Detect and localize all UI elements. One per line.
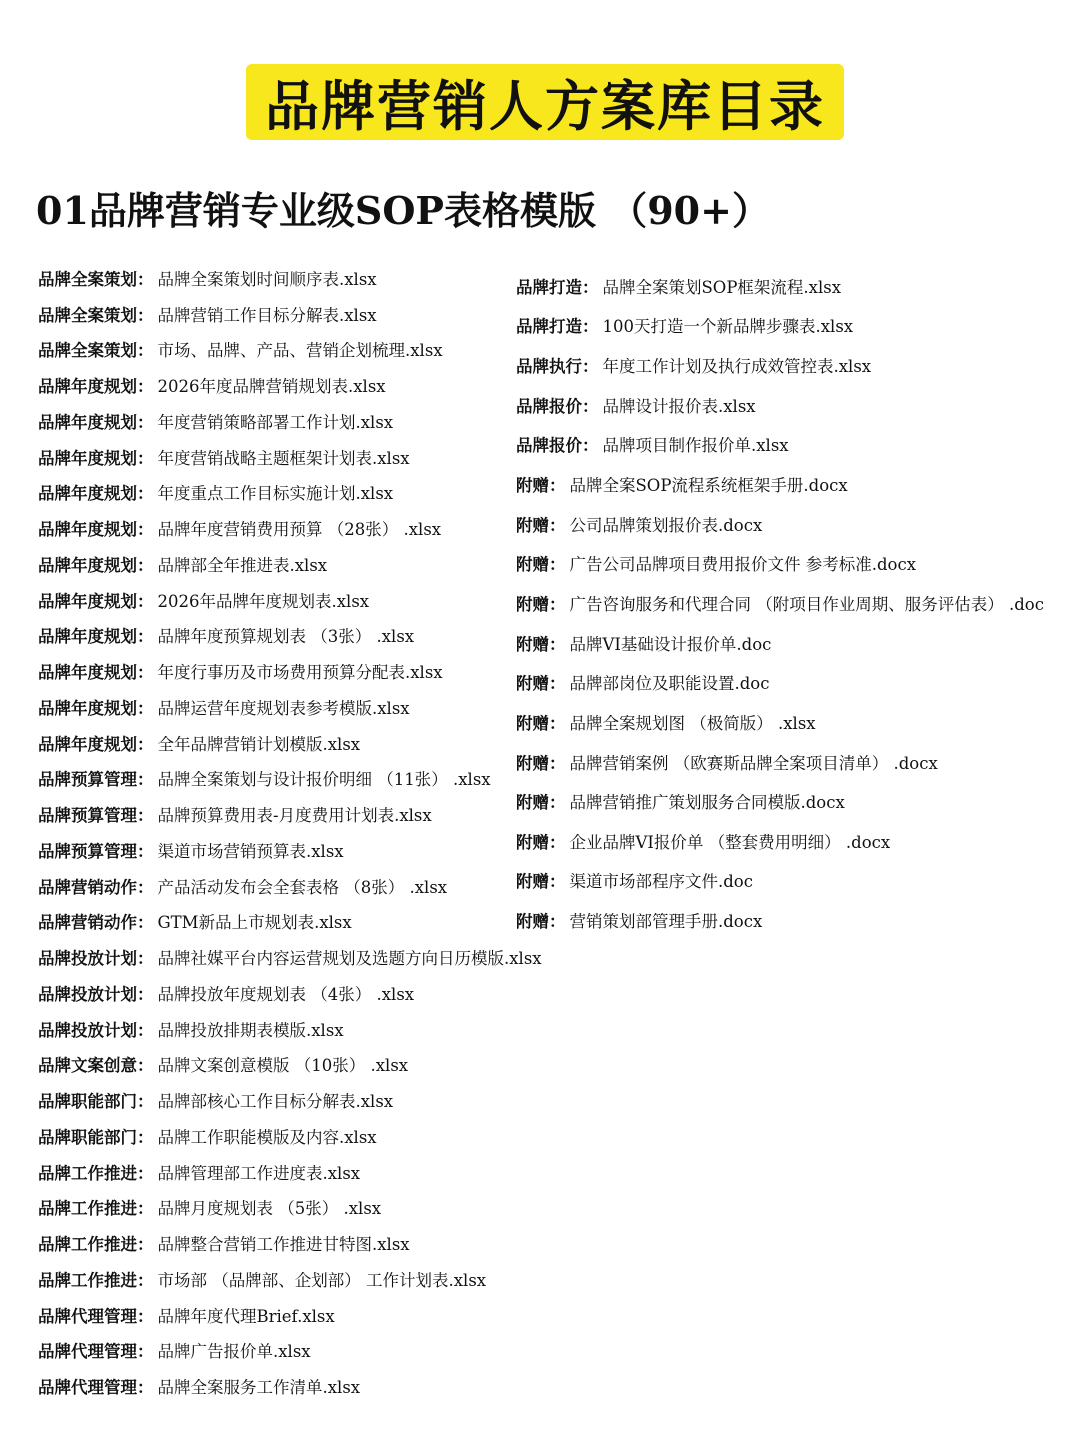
- item-separator: ：: [582, 317, 599, 337]
- item-separator: ：: [137, 341, 154, 361]
- item-category: 品牌年度规划: [38, 555, 137, 575]
- item-separator: ：: [549, 634, 566, 654]
- list-item: [38, 761, 538, 797]
- item-filename: 年度营销战略主题框架计划表.xlsx: [157, 448, 410, 468]
- item-category: 品牌预算管理: [38, 770, 137, 790]
- item-filename: 市场、品牌、产品、营销企划梳理.xlsx: [157, 341, 443, 361]
- item-filename: 品牌投放年度规划表 （4张） .xlsx: [157, 984, 415, 1004]
- item-separator: ：: [137, 1378, 154, 1398]
- item-category: 品牌执行: [516, 357, 582, 377]
- item-filename: 品牌营销推广策划服务合同模版.docx: [569, 793, 845, 813]
- list-item: [38, 546, 538, 582]
- item-separator: ：: [582, 357, 599, 377]
- item-category: 品牌年度规划: [38, 377, 137, 397]
- item-filename: 品牌管理部工作进度表.xlsx: [157, 1163, 361, 1183]
- list-item: [38, 332, 538, 368]
- list-item: [38, 296, 538, 332]
- item-separator: ：: [137, 520, 154, 540]
- item-filename: 2026年品牌年度规划表.xlsx: [157, 591, 370, 611]
- item-category: 附赠: [516, 793, 549, 813]
- list-item: [516, 504, 1066, 544]
- list-item: [38, 1333, 538, 1369]
- item-category: 品牌预算管理: [38, 806, 137, 826]
- item-separator: ：: [137, 663, 154, 683]
- list-item: [516, 464, 1066, 504]
- right-file-list: [516, 266, 1066, 940]
- item-category: 品牌全案策划: [38, 269, 137, 289]
- list-item: [38, 510, 538, 546]
- item-filename: GTM新品上市规划表.xlsx: [157, 913, 352, 933]
- item-filename: 品牌广告报价单.xlsx: [157, 1342, 311, 1362]
- list-item: [516, 742, 1066, 782]
- item-filename: 品牌预算费用表-月度费用计划表.xlsx: [157, 806, 432, 826]
- item-filename: 品牌工作职能模版及内容.xlsx: [157, 1127, 377, 1147]
- item-filename: 品牌年度代理Brief.xlsx: [157, 1306, 335, 1326]
- list-item: [38, 367, 538, 403]
- item-separator: ：: [137, 591, 154, 611]
- item-separator: ：: [549, 594, 566, 614]
- item-category: 品牌投放计划: [38, 984, 137, 1004]
- item-category: 品牌年度规划: [38, 448, 137, 468]
- item-filename: 渠道市场营销预算表.xlsx: [157, 841, 344, 861]
- item-category: 附赠: [516, 476, 549, 496]
- item-category: 附赠: [516, 555, 549, 575]
- list-item: [38, 1368, 538, 1404]
- list-item: [38, 975, 538, 1011]
- item-filename: 营销策划部管理手册.docx: [569, 912, 763, 932]
- list-item: [38, 1297, 538, 1333]
- item-separator: ：: [549, 832, 566, 852]
- list-item: [516, 781, 1066, 821]
- list-item: [516, 702, 1066, 742]
- item-separator: ：: [137, 1235, 154, 1255]
- list-item: [38, 689, 538, 725]
- item-separator: ：: [137, 1092, 154, 1112]
- item-separator: ：: [137, 949, 154, 969]
- item-category: 品牌年度规划: [38, 627, 137, 647]
- item-category: 附赠: [516, 674, 549, 694]
- list-item: [38, 1118, 538, 1154]
- item-separator: ：: [549, 476, 566, 496]
- item-separator: ：: [137, 984, 154, 1004]
- item-separator: ：: [549, 515, 566, 535]
- left-file-list: [38, 260, 542, 1404]
- item-separator: ：: [549, 872, 566, 892]
- item-category: 品牌工作推进: [38, 1270, 137, 1290]
- list-item: [38, 832, 538, 868]
- item-category: 品牌工作推进: [38, 1235, 137, 1255]
- list-item: [38, 796, 538, 832]
- list-item: [38, 904, 538, 940]
- page-title: 品牌营销人方案库目录: [265, 74, 825, 138]
- item-category: 品牌职能部门: [38, 1127, 137, 1147]
- list-item: [38, 403, 538, 439]
- list-item: [38, 1047, 538, 1083]
- item-separator: ：: [137, 305, 154, 325]
- item-category: 品牌工作推进: [38, 1199, 137, 1219]
- item-separator: ：: [137, 1270, 154, 1290]
- item-filename: 品牌全案SOP流程系统框架手册.docx: [569, 476, 848, 496]
- item-separator: ：: [137, 555, 154, 575]
- title-banner: [246, 64, 844, 140]
- list-item: [38, 1190, 538, 1226]
- item-filename: 品牌项目制作报价单.xlsx: [602, 436, 789, 456]
- item-filename: 品牌全案策划SOP框架流程.xlsx: [602, 277, 842, 297]
- list-item: [516, 306, 1066, 346]
- item-category: 品牌营销动作: [38, 913, 137, 933]
- item-filename: 年度重点工作目标实施计划.xlsx: [157, 484, 394, 504]
- item-category: 品牌打造: [516, 277, 582, 297]
- item-separator: ：: [137, 913, 154, 933]
- item-category: 品牌职能部门: [38, 1092, 137, 1112]
- item-separator: ：: [549, 555, 566, 575]
- item-separator: ：: [137, 448, 154, 468]
- item-category: 品牌投放计划: [38, 949, 137, 969]
- item-filename: 年度行事历及市场费用预算分配表.xlsx: [157, 663, 443, 683]
- item-filename: 公司品牌策划报价表.docx: [569, 515, 763, 535]
- item-separator: ：: [137, 1306, 154, 1326]
- item-category: 品牌年度规划: [38, 734, 137, 754]
- item-filename: 品牌月度规划表 （5张） .xlsx: [157, 1199, 382, 1219]
- list-item: [516, 425, 1066, 465]
- item-filename: 产品活动发布会全套表格 （8张） .xlsx: [157, 877, 448, 897]
- item-category: 品牌营销动作: [38, 877, 137, 897]
- list-item: [516, 900, 1066, 940]
- item-category: 品牌打造: [516, 317, 582, 337]
- item-separator: ：: [582, 277, 599, 297]
- item-filename: 品牌整合营销工作推进甘特图.xlsx: [157, 1235, 410, 1255]
- list-item: [516, 861, 1066, 901]
- item-separator: ：: [549, 912, 566, 932]
- item-separator: ：: [137, 806, 154, 826]
- item-filename: 渠道市场部程序文件.doc: [569, 872, 753, 892]
- item-category: 附赠: [516, 713, 549, 733]
- list-item: [38, 582, 538, 618]
- list-item: [516, 623, 1066, 663]
- item-filename: 品牌全案规划图 （极简版） .xlsx: [569, 713, 816, 733]
- item-category: 品牌年度规划: [38, 663, 137, 683]
- item-filename: 品牌年度营销费用预算 （28张） .xlsx: [157, 520, 442, 540]
- item-filename: 100天打造一个新品牌步骤表.xlsx: [602, 317, 854, 337]
- item-separator: ：: [137, 734, 154, 754]
- list-item: [38, 1225, 538, 1261]
- item-separator: ：: [137, 1342, 154, 1362]
- item-category: 品牌代理管理: [38, 1342, 137, 1362]
- list-item: [516, 266, 1066, 306]
- item-filename: 品牌年度预算规划表 （3张） .xlsx: [157, 627, 415, 647]
- item-category: 品牌代理管理: [38, 1306, 137, 1326]
- item-separator: ：: [137, 269, 154, 289]
- item-category: 品牌文案创意: [38, 1056, 137, 1076]
- item-separator: ：: [137, 698, 154, 718]
- list-item: [516, 385, 1066, 425]
- list-item: [516, 543, 1066, 583]
- item-filename: 年度工作计划及执行成效管控表.xlsx: [602, 357, 872, 377]
- item-category: 附赠: [516, 634, 549, 654]
- list-item: [38, 439, 538, 475]
- item-category: 品牌报价: [516, 436, 582, 456]
- item-separator: ：: [137, 1199, 154, 1219]
- item-filename: 品牌运营年度规划表参考模版.xlsx: [157, 698, 410, 718]
- item-category: 品牌年度规划: [38, 520, 137, 540]
- item-separator: ：: [137, 627, 154, 647]
- item-category: 品牌代理管理: [38, 1378, 137, 1398]
- item-filename: 品牌全案策划与设计报价明细 （11张） .xlsx: [157, 770, 491, 790]
- item-separator: ：: [137, 377, 154, 397]
- item-separator: ：: [137, 877, 154, 897]
- item-filename: 品牌设计报价表.xlsx: [602, 396, 756, 416]
- item-category: 品牌年度规划: [38, 698, 137, 718]
- item-separator: ：: [137, 412, 154, 432]
- list-item: [38, 725, 538, 761]
- list-item: [38, 1261, 538, 1297]
- list-item: [516, 583, 1066, 623]
- item-filename: 品牌社媒平台内容运营规划及选题方向日历模版.xlsx: [157, 949, 542, 969]
- item-category: 品牌预算管理: [38, 841, 137, 861]
- item-filename: 市场部 （品牌部、企划部） 工作计划表.xlsx: [157, 1270, 487, 1290]
- item-category: 品牌年度规划: [38, 484, 137, 504]
- item-category: 附赠: [516, 832, 549, 852]
- list-item: [38, 868, 538, 904]
- item-category: 附赠: [516, 912, 549, 932]
- list-item: [516, 345, 1066, 385]
- item-separator: ：: [582, 396, 599, 416]
- item-category: 附赠: [516, 594, 549, 614]
- item-category: 附赠: [516, 515, 549, 535]
- list-item: [38, 939, 542, 975]
- list-item: [38, 1011, 538, 1047]
- item-separator: ：: [549, 793, 566, 813]
- item-category: 品牌全案策划: [38, 341, 137, 361]
- item-category: 品牌全案策划: [38, 305, 137, 325]
- item-category: 附赠: [516, 753, 549, 773]
- item-filename: 全年品牌营销计划模版.xlsx: [157, 734, 361, 754]
- item-separator: ：: [137, 1163, 154, 1183]
- item-filename: 企业品牌VI报价单 （整套费用明细） .docx: [569, 832, 891, 852]
- item-filename: 2026年度品牌营销规划表.xlsx: [157, 377, 386, 397]
- item-category: 品牌年度规划: [38, 412, 137, 432]
- item-filename: 品牌全案服务工作清单.xlsx: [157, 1378, 361, 1398]
- item-separator: ：: [137, 484, 154, 504]
- item-filename: 广告咨询服务和代理合同 （附项目作业周期、服务评估表） .doc: [569, 594, 1044, 614]
- item-filename: 品牌部岗位及职能设置.doc: [569, 674, 770, 694]
- item-separator: ：: [137, 1056, 154, 1076]
- item-filename: 广告公司品牌项目费用报价文件 参考标准.docx: [569, 555, 917, 575]
- item-separator: ：: [549, 713, 566, 733]
- list-item: [516, 662, 1066, 702]
- list-item: [38, 1082, 538, 1118]
- item-category: 品牌工作推进: [38, 1163, 137, 1183]
- list-item: [38, 1154, 538, 1190]
- item-category: 附赠: [516, 872, 549, 892]
- item-category: 品牌年度规划: [38, 591, 137, 611]
- item-filename: 品牌营销案例 （欧赛斯品牌全案项目清单） .docx: [569, 753, 938, 773]
- item-filename: 年度营销策略部署工作计划.xlsx: [157, 412, 394, 432]
- item-filename: 品牌部全年推进表.xlsx: [157, 555, 328, 575]
- item-separator: ：: [137, 1127, 154, 1147]
- item-category: 品牌报价: [516, 396, 582, 416]
- item-separator: ：: [549, 753, 566, 773]
- list-item: [38, 618, 538, 654]
- item-filename: 品牌部核心工作目标分解表.xlsx: [157, 1092, 394, 1112]
- list-item: [516, 821, 1066, 861]
- item-separator: ：: [582, 436, 599, 456]
- list-item: [38, 653, 538, 689]
- item-filename: 品牌文案创意模版 （10张） .xlsx: [157, 1056, 409, 1076]
- item-category: 品牌投放计划: [38, 1020, 137, 1040]
- item-separator: ：: [137, 770, 154, 790]
- item-separator: ：: [549, 674, 566, 694]
- item-filename: 品牌投放排期表模版.xlsx: [157, 1020, 344, 1040]
- list-item: [38, 475, 538, 511]
- section-heading: 01品牌营销专业级SOP表格模版 （90+）: [36, 188, 770, 233]
- item-filename: 品牌全案策划时间顺序表.xlsx: [157, 269, 377, 289]
- list-item: [38, 260, 538, 296]
- item-separator: ：: [137, 1020, 154, 1040]
- item-filename: 品牌营销工作目标分解表.xlsx: [157, 305, 377, 325]
- item-filename: 品牌VI基础设计报价单.doc: [569, 634, 772, 654]
- item-separator: ：: [137, 841, 154, 861]
